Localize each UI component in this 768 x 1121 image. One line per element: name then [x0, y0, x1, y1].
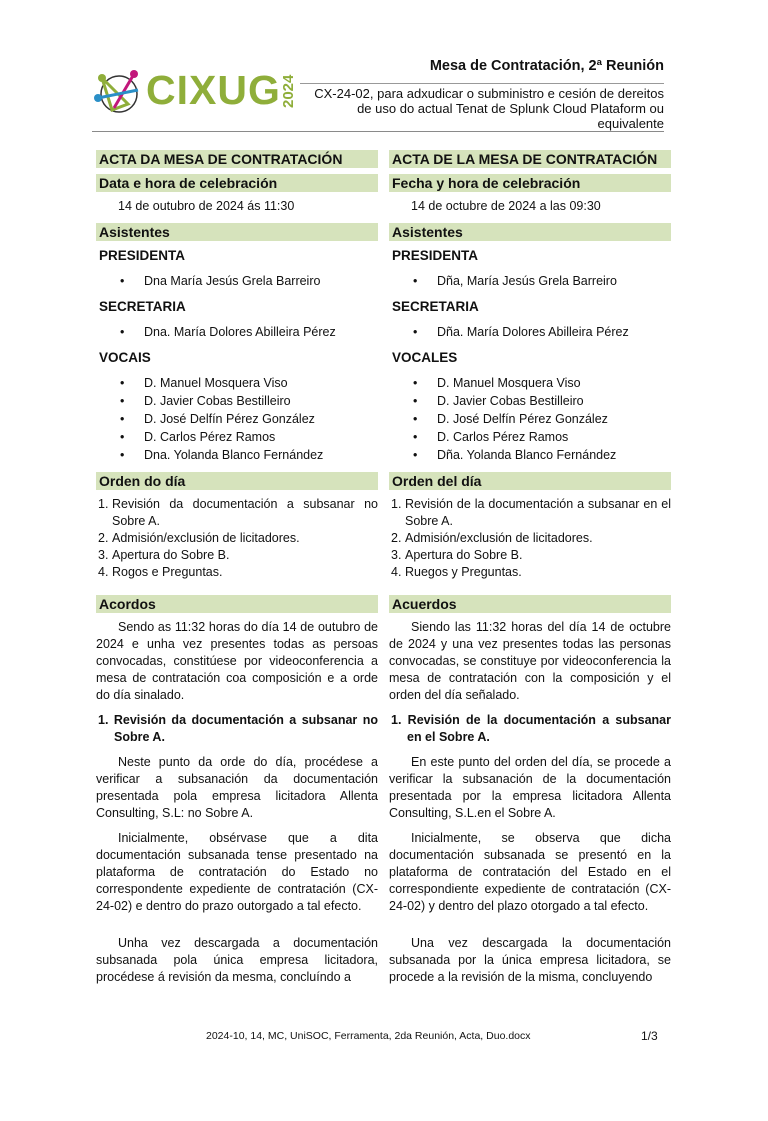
paragraph: Inicialmente, se observa que dicha documentación subsanada se presentó en la plataforma de contratación del Estado en el correspondiente expediente de contratación (CX-24-02) y dentro del plazo otorgado a tal efecto.: [389, 831, 671, 913]
column-spanish: [389, 150, 671, 994]
column-galician: [96, 150, 378, 994]
list-item: 1. Revisión da documentación a subsanar no Sobre A.: [98, 497, 378, 528]
footer-filename: 2024-10, 14, MC, UniSOC, Ferramenta, 2da Reunión, Acta, Duo.docx: [206, 1030, 531, 1042]
agenda-heading: Orden do día: [96, 472, 378, 490]
list-item: • Dna. Yolanda Blanco Fernández: [96, 446, 378, 464]
list-item: • Dña, María Jesús Grela Barreiro: [389, 272, 671, 290]
acta-title: ACTA DA MESA DE CONTRATACIÓN: [96, 150, 378, 168]
members-heading: VOCAIS: [99, 350, 151, 365]
item-heading: 1. Revisión de la documentación a subsanar en el Sobre A.: [391, 713, 671, 744]
date-value: 14 de outubro de 2024 ás 11:30: [118, 199, 295, 213]
item-heading: 1. Revisión da documentación a subsanar no Sobre A.: [98, 713, 378, 744]
list-item: • D. José Delfín Pérez González: [389, 410, 671, 428]
acta-title: ACTA DE LA MESA DE CONTRATACIÓN: [389, 150, 671, 168]
list-item: • D. Manuel Mosquera Viso: [96, 374, 378, 392]
list-item: 4. Ruegos y Preguntas.: [391, 565, 522, 579]
header-divider: [300, 83, 664, 84]
list-item: • D. Carlos Pérez Ramos: [389, 428, 671, 446]
members-list: [389, 374, 671, 464]
date-heading: Fecha y hora de celebración: [389, 174, 671, 192]
secretary-heading: SECRETARIA: [99, 299, 186, 314]
list-item: • Dña. María Dolores Abilleira Pérez: [389, 323, 671, 341]
agenda-list: [96, 496, 378, 581]
secretary-list: [96, 323, 378, 341]
list-item: 2. Admisión/exclusión de licitadores.: [98, 531, 300, 545]
list-item: • Dna. María Dolores Abilleira Pérez: [96, 323, 378, 341]
document-subtitle: CX-24-02, para adxudicar o subministro e cesión de dereitos de uso do actual Tenat de Splunk Cloud Plataform ou equivalente: [314, 86, 664, 131]
list-item: 4. Rogos e Preguntas.: [98, 565, 223, 579]
date-heading: Data e hora de celebración: [96, 174, 378, 192]
list-item: 2. Admisión/exclusión de licitadores.: [391, 531, 593, 545]
agreements-heading: Acordos: [96, 595, 378, 613]
list-item: • Dña. Yolanda Blanco Fernández: [389, 446, 671, 464]
members-heading: VOCALES: [392, 350, 458, 365]
president-heading: PRESIDENTA: [392, 248, 479, 263]
paragraph: Inicialmente, obsérvase que a dita documentación subsanada tense presentado na plataforma de contratación do Estado no correspondente expediente de contratación (CX-24-02) e dentro do prazo outorgado a tal efecto.: [96, 831, 378, 913]
president-heading: PRESIDENTA: [99, 248, 186, 263]
president-list: [96, 272, 378, 290]
page-number: 1/3: [641, 1029, 658, 1043]
agenda-heading: Orden del día: [389, 472, 671, 490]
secretary-heading: SECRETARIA: [392, 299, 479, 314]
list-item: • D. Carlos Pérez Ramos: [96, 428, 378, 446]
agreements-heading: Acuerdos: [389, 595, 671, 613]
secretary-list: [389, 323, 671, 341]
list-item: 3. Apertura do Sobre B.: [98, 548, 230, 562]
paragraph: Neste punto da orde do día, procédese a verificar a subsanación da documentación presentada pola empresa licitadora Allenta Consulting, S.L: no Sobre A.: [96, 755, 378, 820]
paragraph: En este punto del orden del día, se procede a verificar la subsanación de la documentación presentada por la empresa licitadora Allenta Consulting, S.L.en el Sobre A.: [389, 755, 671, 820]
logo-year: 2024: [280, 74, 297, 108]
attendees-heading: Asistentes: [389, 223, 671, 241]
members-list: [96, 374, 378, 464]
paragraph: Una vez descargada la documentación subsanada por la única empresa licitadora, se procede a la revisión de la misma, concluyendo: [389, 936, 671, 984]
president-list: [389, 272, 671, 290]
list-item: • D. Manuel Mosquera Viso: [389, 374, 671, 392]
date-value: 14 de octubre de 2024 a las 09:30: [411, 199, 601, 213]
list-item: 1. Revisión de la documentación a subsanar en el Sobre A.: [391, 497, 671, 528]
logo-text: CIXUG: [146, 67, 281, 113]
agenda-list: [389, 496, 671, 581]
list-item: • D. Javier Cobas Bestilleiro: [96, 392, 378, 410]
cixug-emblem-icon: [94, 64, 144, 120]
document-title: Mesa de Contratación, 2ª Reunión: [429, 58, 664, 74]
list-item: • D. José Delfín Pérez González: [96, 410, 378, 428]
paragraph: Sendo as 11:32 horas do día 14 de outubro de 2024 e unha vez presentes todas as persoas convocadas, constitúese por videoconferencia a mesa de contratación coa composición e a orde do día sinalado.: [96, 620, 378, 702]
header-bottom-rule: [92, 131, 664, 132]
list-item: • Dna María Jesús Grela Barreiro: [96, 272, 378, 290]
paragraph: Siendo las 11:32 horas del día 14 de octubre de 2024 y una vez presentes todas las personas convocadas, se constituye por videoconferencia la mesa de contratación con la composición y el orden del día señalado.: [389, 620, 671, 702]
paragraph: Unha vez descargada a documentación subsanada pola única empresa licitadora, procédese á revisión da mesma, concluíndo a: [96, 936, 378, 984]
attendees-heading: Asistentes: [96, 223, 378, 241]
list-item: • D. Javier Cobas Bestilleiro: [389, 392, 671, 410]
cixug-logo: [94, 64, 304, 120]
list-item: 3. Apertura do Sobre B.: [391, 548, 523, 562]
